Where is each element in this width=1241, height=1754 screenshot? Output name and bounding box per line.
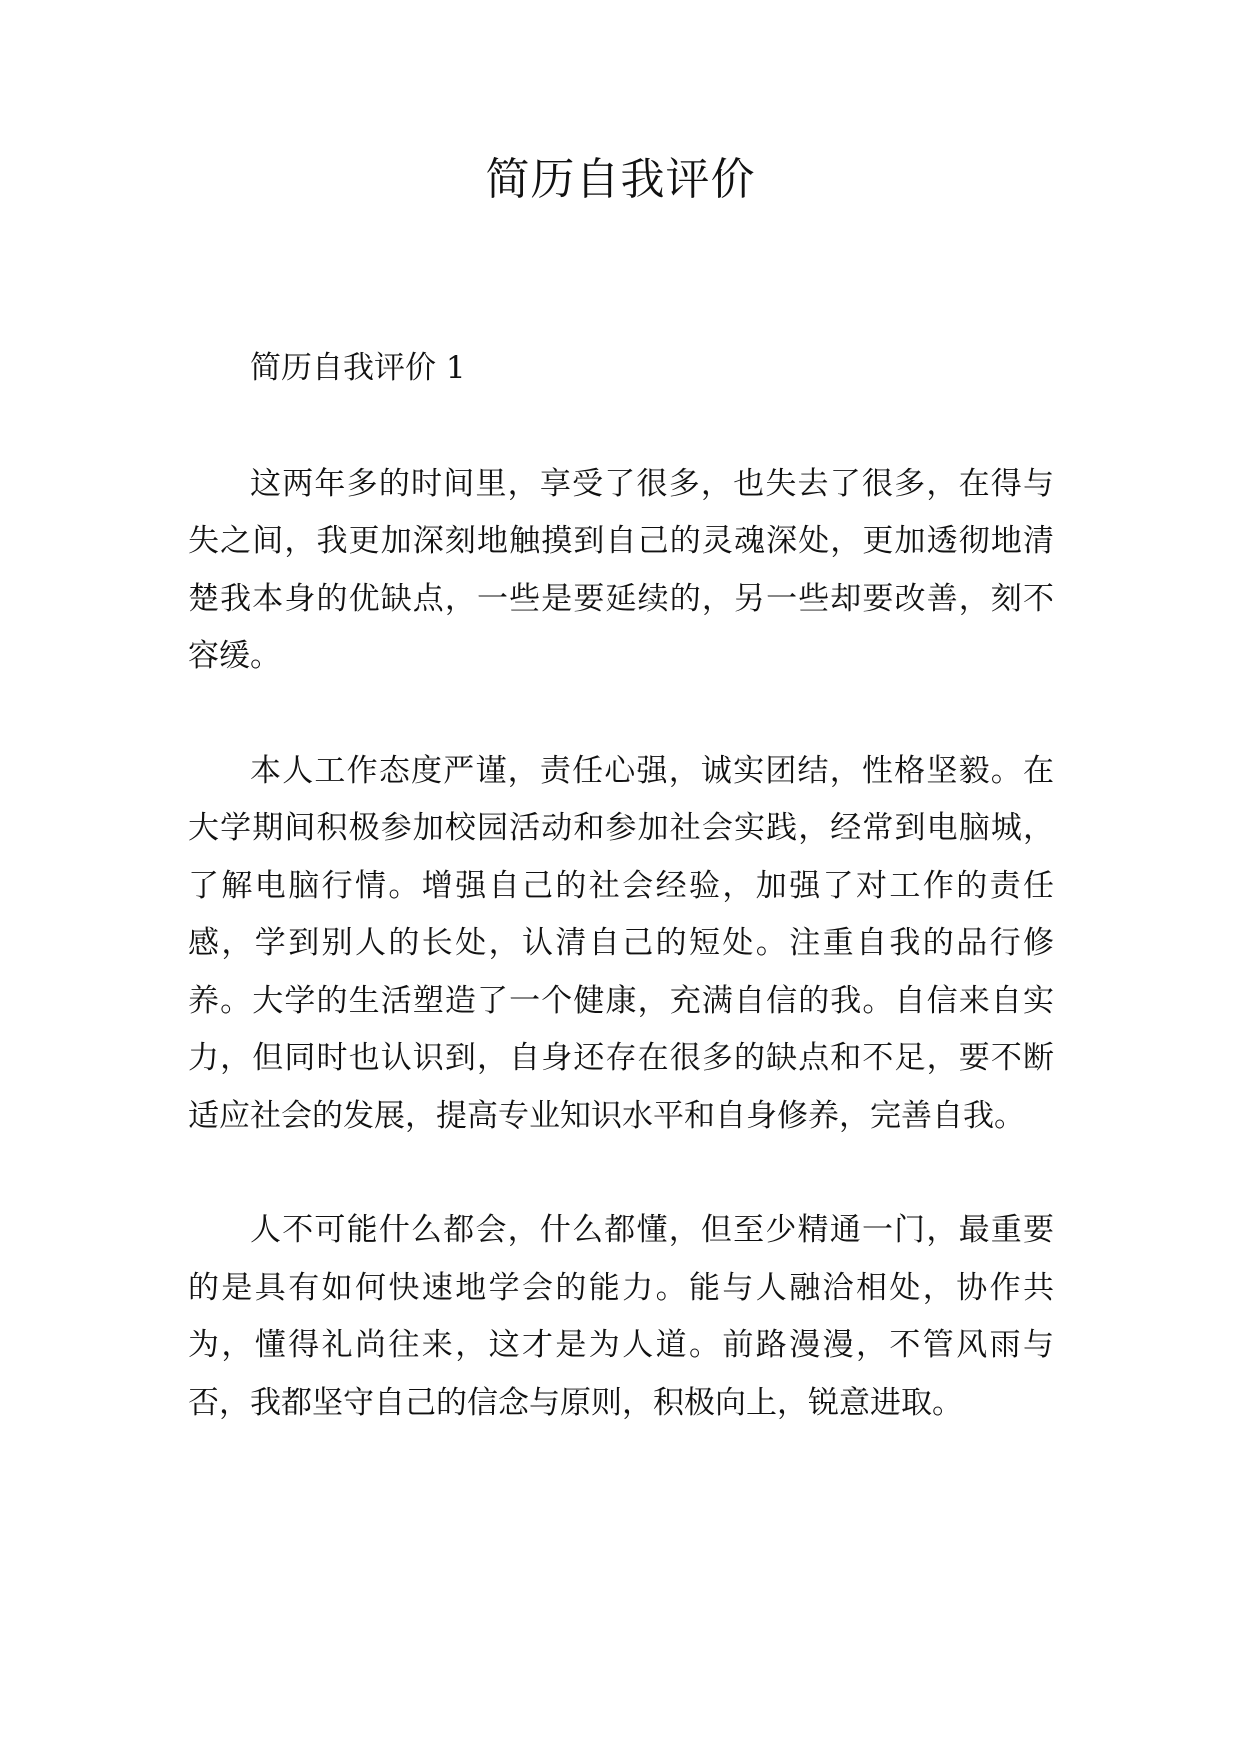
paragraph-3: 人不可能什么都会，什么都懂，但至少精通一门，最重要的是具有如何快速地学会的能力。能与人融洽相处，协作共为，懂得礼尚往来，这才是为人道。前路漫漫，不管风雨与否，我都坚守自己的信念与原则，积极向上，锐意进取。 [188,1212,1054,1421]
paragraph-2: 本人工作态度严谨，责任心强，诚实团结，性格坚毅。在大学期间积极参加校园活动和参加社会实践，经常到电脑城，了解电脑行情。增强自己的社会经验，加强了对工作的责任感，学到别人的长处，认清自己的短处。注重自我的品行修养。大学的生活塑造了一个健康，充满自信的我。自信来自实力，但同时也认识到，自身还存在很多的缺点和不足，要不断适应社会的发展，提高专业知识水平和自身修养，完善自我。 [188,752,1054,1134]
document-body [188,340,1054,1489]
section-heading: 简历自我评价 1 [250,350,466,386]
paragraph-1: 这两年多的时间里，享受了很多，也失去了很多，在得与失之间，我更加深刻地触摸到自己的灵魂深处，更加透彻地清楚我本身的优缺点，一些是要延续的，另一些却要改善，刻不容缓。 [188,465,1054,674]
document-title: 简历自我评价 [485,154,756,205]
